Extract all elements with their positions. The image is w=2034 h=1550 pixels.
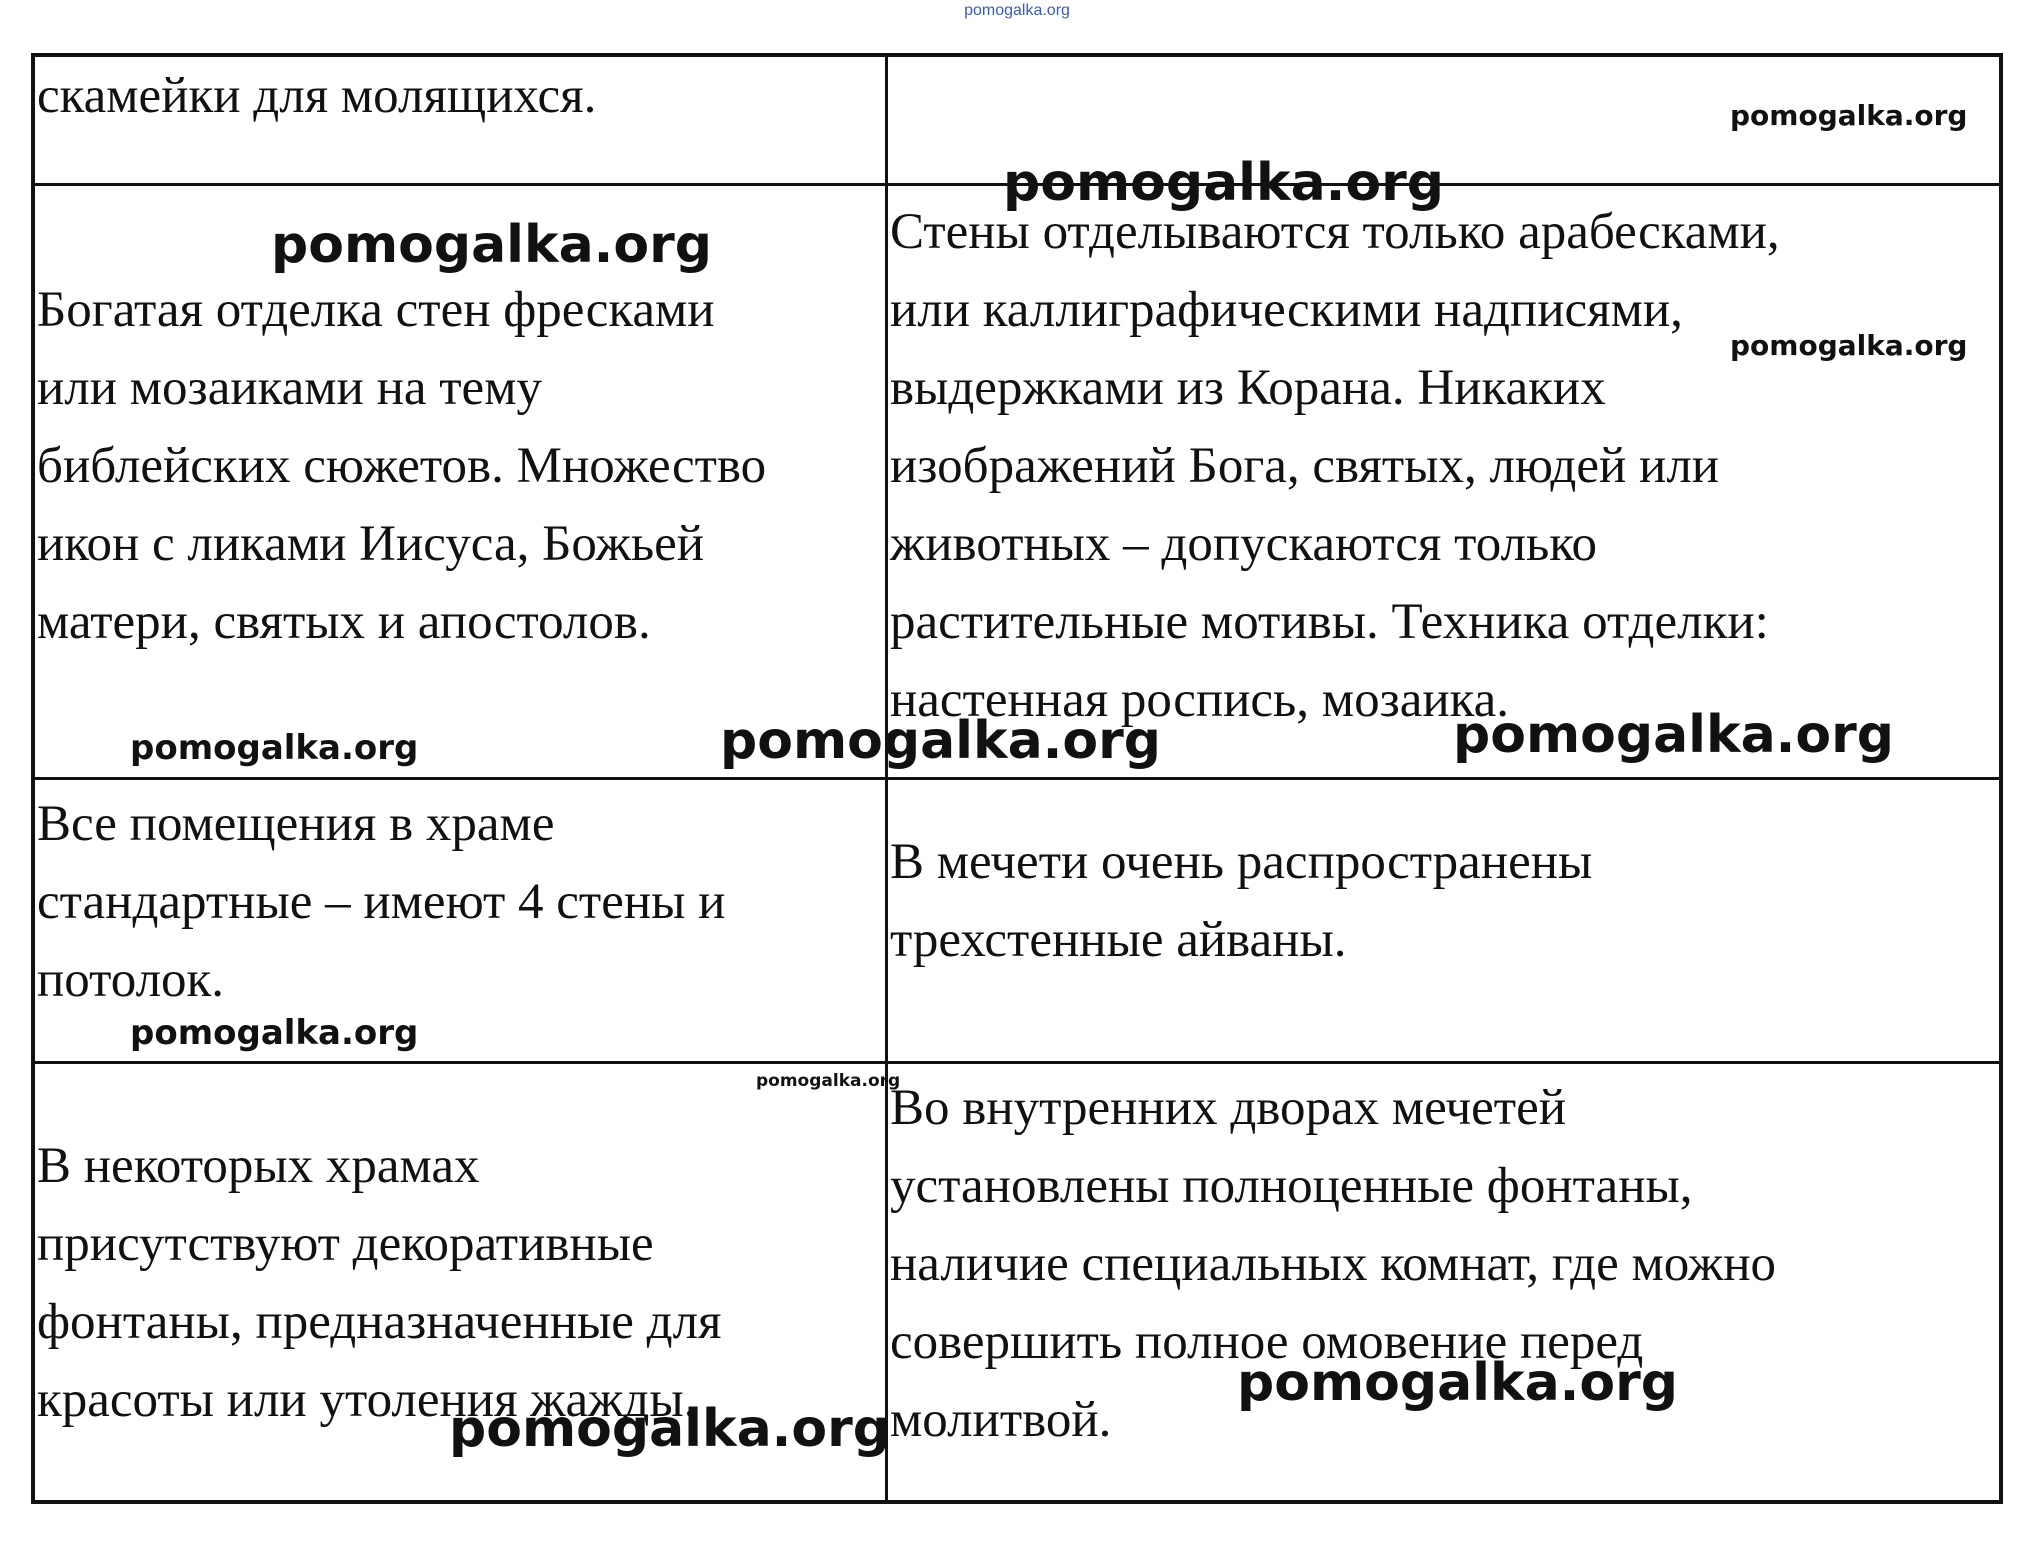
row-2-left-cell xyxy=(37,271,766,661)
cell-line: изображений Бога, святых, людей или xyxy=(890,438,1720,494)
cell-line: стандартные – имеют 4 стены и xyxy=(37,874,726,930)
cell-line: наличие специальных комнат, где можно xyxy=(890,1236,1777,1292)
cell-line: Богатая отделка стен фресками xyxy=(37,282,715,338)
cell-line: установлены полноценные фонтаны, xyxy=(890,1158,1693,1214)
cell-line: потолок. xyxy=(37,952,225,1008)
cell-line: трехстенные айваны. xyxy=(890,912,1347,968)
cell-line: В мечети очень распространены xyxy=(890,834,1593,890)
row-divider-2 xyxy=(31,777,2003,780)
cell-line: фонтаны, предназначенные для xyxy=(37,1294,722,1350)
cell-line: выдержками из Корана. Никаких xyxy=(890,360,1606,416)
top-watermark: pomogalka.org xyxy=(964,2,1070,19)
cell-line: матери, святых и апостолов. xyxy=(37,594,651,650)
row-divider-3 xyxy=(31,1061,2003,1064)
cell-line: настенная роспись, мозаика. xyxy=(890,672,1510,728)
watermark: pomogalka.org xyxy=(1730,99,1968,132)
cell-line: Все помещения в храме xyxy=(37,796,555,852)
watermark: pomogalka.org xyxy=(449,1399,891,1459)
cell-line: библейских сюжетов. Множество xyxy=(37,438,767,494)
row-4-left-cell xyxy=(37,1127,722,1439)
cell-line: животных – допускаются только xyxy=(890,516,1597,572)
watermark: pomogalka.org xyxy=(130,728,419,768)
cell-line: совершить полное омовение перед xyxy=(890,1314,1644,1370)
watermark: pomogalka.org xyxy=(1730,329,1968,362)
row-3-left-cell xyxy=(37,785,725,1019)
row-3-right-cell xyxy=(890,823,1592,979)
cell-line: присутствуют декоративные xyxy=(37,1216,654,1272)
watermark: pomogalka.org xyxy=(130,1013,419,1053)
cell-line: молитвой. xyxy=(890,1392,1112,1448)
row-2-right-cell xyxy=(890,193,1780,739)
cell-line: красоты или утоления жажды. xyxy=(37,1372,697,1428)
cell-line: или мозаиками на тему xyxy=(37,360,542,416)
watermark: pomogalka.org xyxy=(1237,1353,1679,1413)
cell-line: икон с ликами Иисуса, Божьей xyxy=(37,516,705,572)
watermark: pomogalka.org xyxy=(756,1071,901,1091)
watermark: pomogalka.org xyxy=(720,711,1162,771)
cell-line: или каллиграфическими надписями, xyxy=(890,282,1683,338)
cell-line: растительные мотивы. Техника отделки: xyxy=(890,594,1769,650)
cell-line: В некоторых храмах xyxy=(37,1138,480,1194)
watermark: pomogalka.org xyxy=(271,215,713,275)
cell-line: Стены отделываются только арабесками, xyxy=(890,204,1780,260)
cell-line: скамейки для молящихся. xyxy=(37,68,597,124)
cell-line: Во внутренних дворах мечетей xyxy=(890,1080,1567,1136)
row-1-left-cell xyxy=(37,57,596,135)
watermark: pomogalka.org xyxy=(1003,153,1445,213)
watermark: pomogalka.org xyxy=(1453,705,1895,765)
